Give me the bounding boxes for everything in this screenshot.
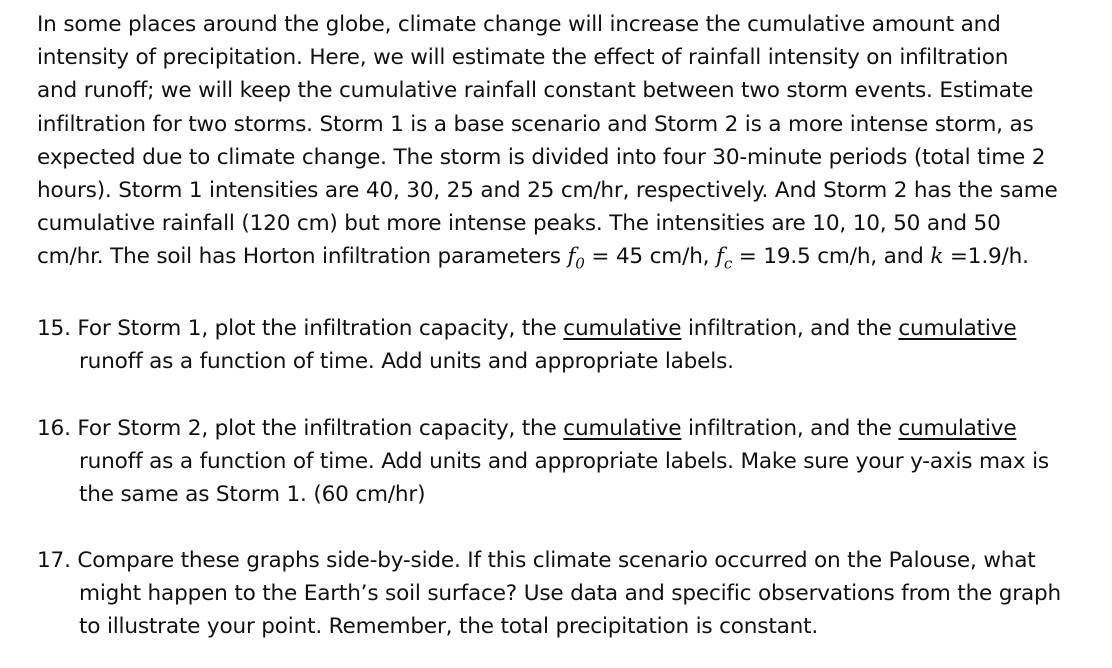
question-line: runoff as a function of time. Add units and appropriate labels. Make sure your y-axis max is <box>79 449 1049 475</box>
underlined-word: cumulative <box>898 316 1017 341</box>
intro-text: cm/hr. The soil has Horton infiltration parameters <box>37 244 568 270</box>
question-line: 16. For Storm 2, plot the infiltration capacity, the cumulative infiltration, and the cumulative <box>37 416 1017 441</box>
intro-line: infiltration for two storms. Storm 1 is a base scenario and Storm 2 is a more intense storm, as <box>37 111 1034 137</box>
f0-symbol: $f_0$ <box>567 244 585 273</box>
intro-line: hours). Storm 1 intensities are 40, 30, 25 and 25 cm/hr, respectively. And Storm 2 has the same <box>37 178 1058 204</box>
question-line: 17. Compare these graphs side-by-side. If this climate scenario occurred on the Palouse, what <box>37 548 1036 573</box>
underlined-word: cumulative <box>563 416 682 441</box>
intro-line: In some places around the globe, climate change will increase the cumulative amount and <box>37 12 1001 37</box>
f0-value: = 45 cm/h, <box>584 244 717 270</box>
intro-line: expected due to climate change. The storm is divided into four 30-minute periods (total time 2 <box>37 144 1046 170</box>
question-16 <box>37 412 1097 512</box>
question-line: to illustrate your point. Remember, the total precipitation is constant. <box>79 614 819 640</box>
fc-value: = 19.5 cm/h, and <box>732 244 931 270</box>
document-page <box>37 8 1097 640</box>
question-line: 15. For Storm 1, plot the infiltration capacity, the cumulative infiltration, and the cumulative <box>37 316 1017 341</box>
k-value: =1.9/h. <box>943 244 1029 270</box>
intro-line: and runoff; we will keep the cumulative rainfall constant between two storm events. Estimate <box>37 78 1034 104</box>
intro-line: cumulative rainfall (120 cm) but more intense peaks. The intensities are 10, 10, 50 and 50 <box>37 211 1001 237</box>
question-17 <box>37 544 1097 644</box>
intro-line: intensity of precipitation. Here, we will estimate the effect of rainfall intensity on infiltration <box>37 45 1009 71</box>
underlined-word: cumulative <box>563 316 682 341</box>
k-symbol: k <box>930 244 944 270</box>
fc-symbol: $f_c$ <box>716 244 733 273</box>
intro-parameters-line <box>37 240 1097 273</box>
intro-paragraph <box>37 8 1097 274</box>
question-line: the same as Storm 1. (60 cm/hr) <box>79 482 426 508</box>
question-15 <box>37 312 1097 378</box>
question-line: runoff as a function of time. Add units and appropriate labels. <box>79 349 734 375</box>
underlined-word: cumulative <box>898 416 1017 441</box>
question-line: might happen to the Earth’s soil surface? Use data and specific observations from the graph <box>79 581 1062 607</box>
